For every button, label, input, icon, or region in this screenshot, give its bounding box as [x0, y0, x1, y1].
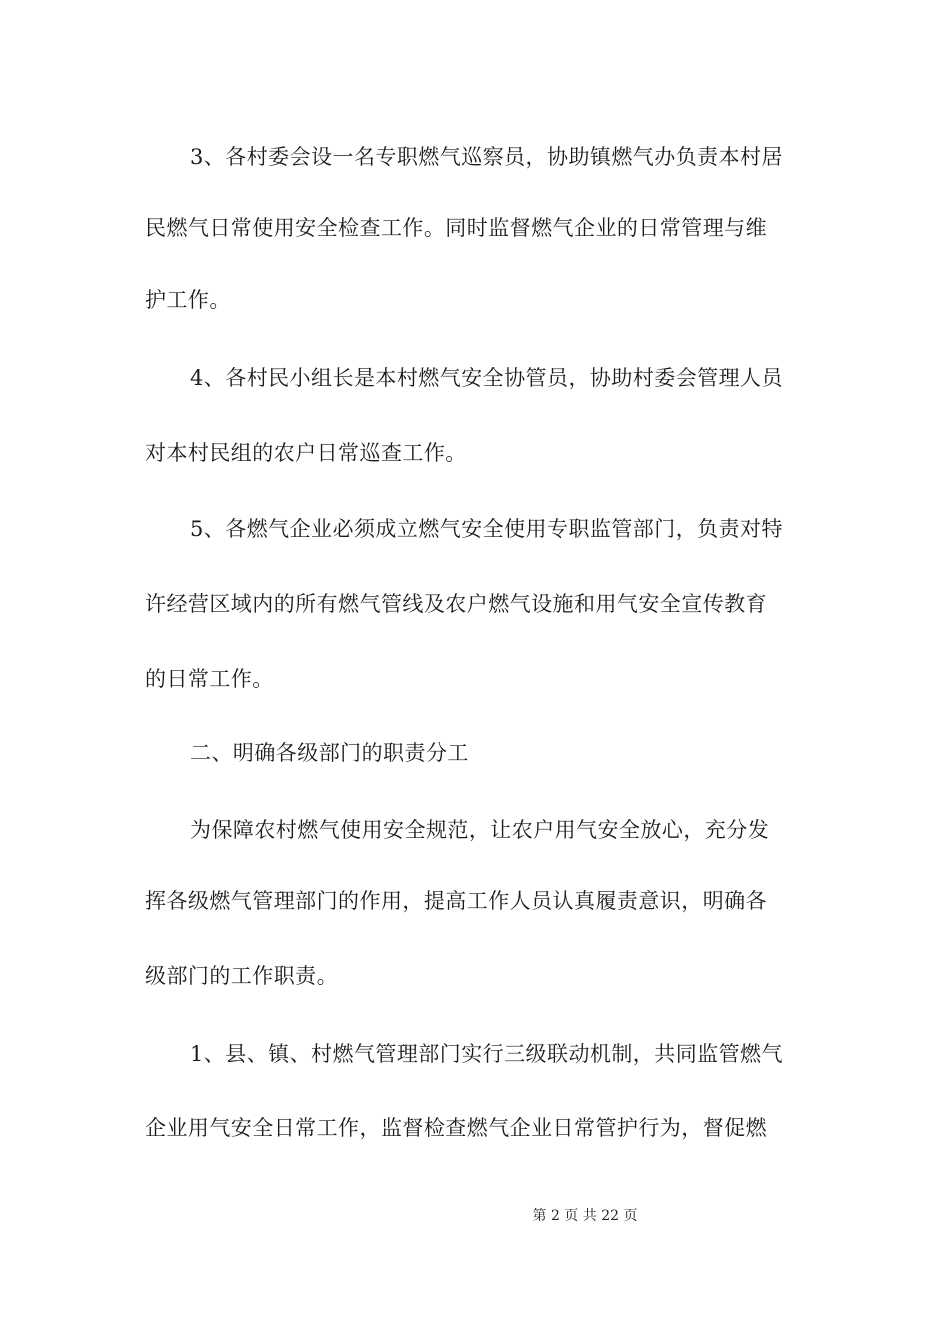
paragraph-6-line-1: 1、县、镇、村燃气管理部门实行三级联动机制，共同监管燃气 [190, 1042, 783, 1066]
section-heading: 二、明确各级部门的职责分工 [190, 741, 469, 765]
paragraph-5-line-2: 挥各级燃气管理部门的作用，提高工作人员认真履责意识，明确各 [145, 889, 768, 913]
paragraph-2-line-2: 对本村民组的农户日常巡查工作。 [145, 441, 467, 465]
paragraph-3-line-1: 5、各燃气企业必须成立燃气安全使用专职监管部门，负责对特 [190, 517, 783, 541]
paragraph-5-line-1: 为保障农村燃气使用安全规范，让农户用气安全放心，充分发 [190, 818, 770, 842]
paragraph-3-line-3: 的日常工作。 [145, 667, 274, 691]
paragraph-5-line-3: 级部门的工作职责。 [145, 964, 339, 988]
paragraph-1-line-2: 民燃气日常使用安全检查工作。同时监督燃气企业的日常管理与维 [145, 216, 768, 240]
paragraph-1-line-3: 护工作。 [145, 288, 231, 312]
paragraph-3-line-2: 许经营区域内的所有燃气管线及农户燃气设施和用气安全宣传教育 [145, 592, 768, 616]
page-number-footer: 第 2 页 共 22 页 [532, 1208, 638, 1224]
paragraph-6-line-2: 企业用气安全日常工作，监督检查燃气企业日常管护行为，督促燃 [145, 1116, 768, 1140]
paragraph-2-line-1: 4、各村民小组长是本村燃气安全协管员，协助村委会管理人员 [190, 366, 783, 390]
paragraph-1-line-1: 3、各村委会设一名专职燃气巡察员，协助镇燃气办负责本村居 [190, 145, 783, 169]
